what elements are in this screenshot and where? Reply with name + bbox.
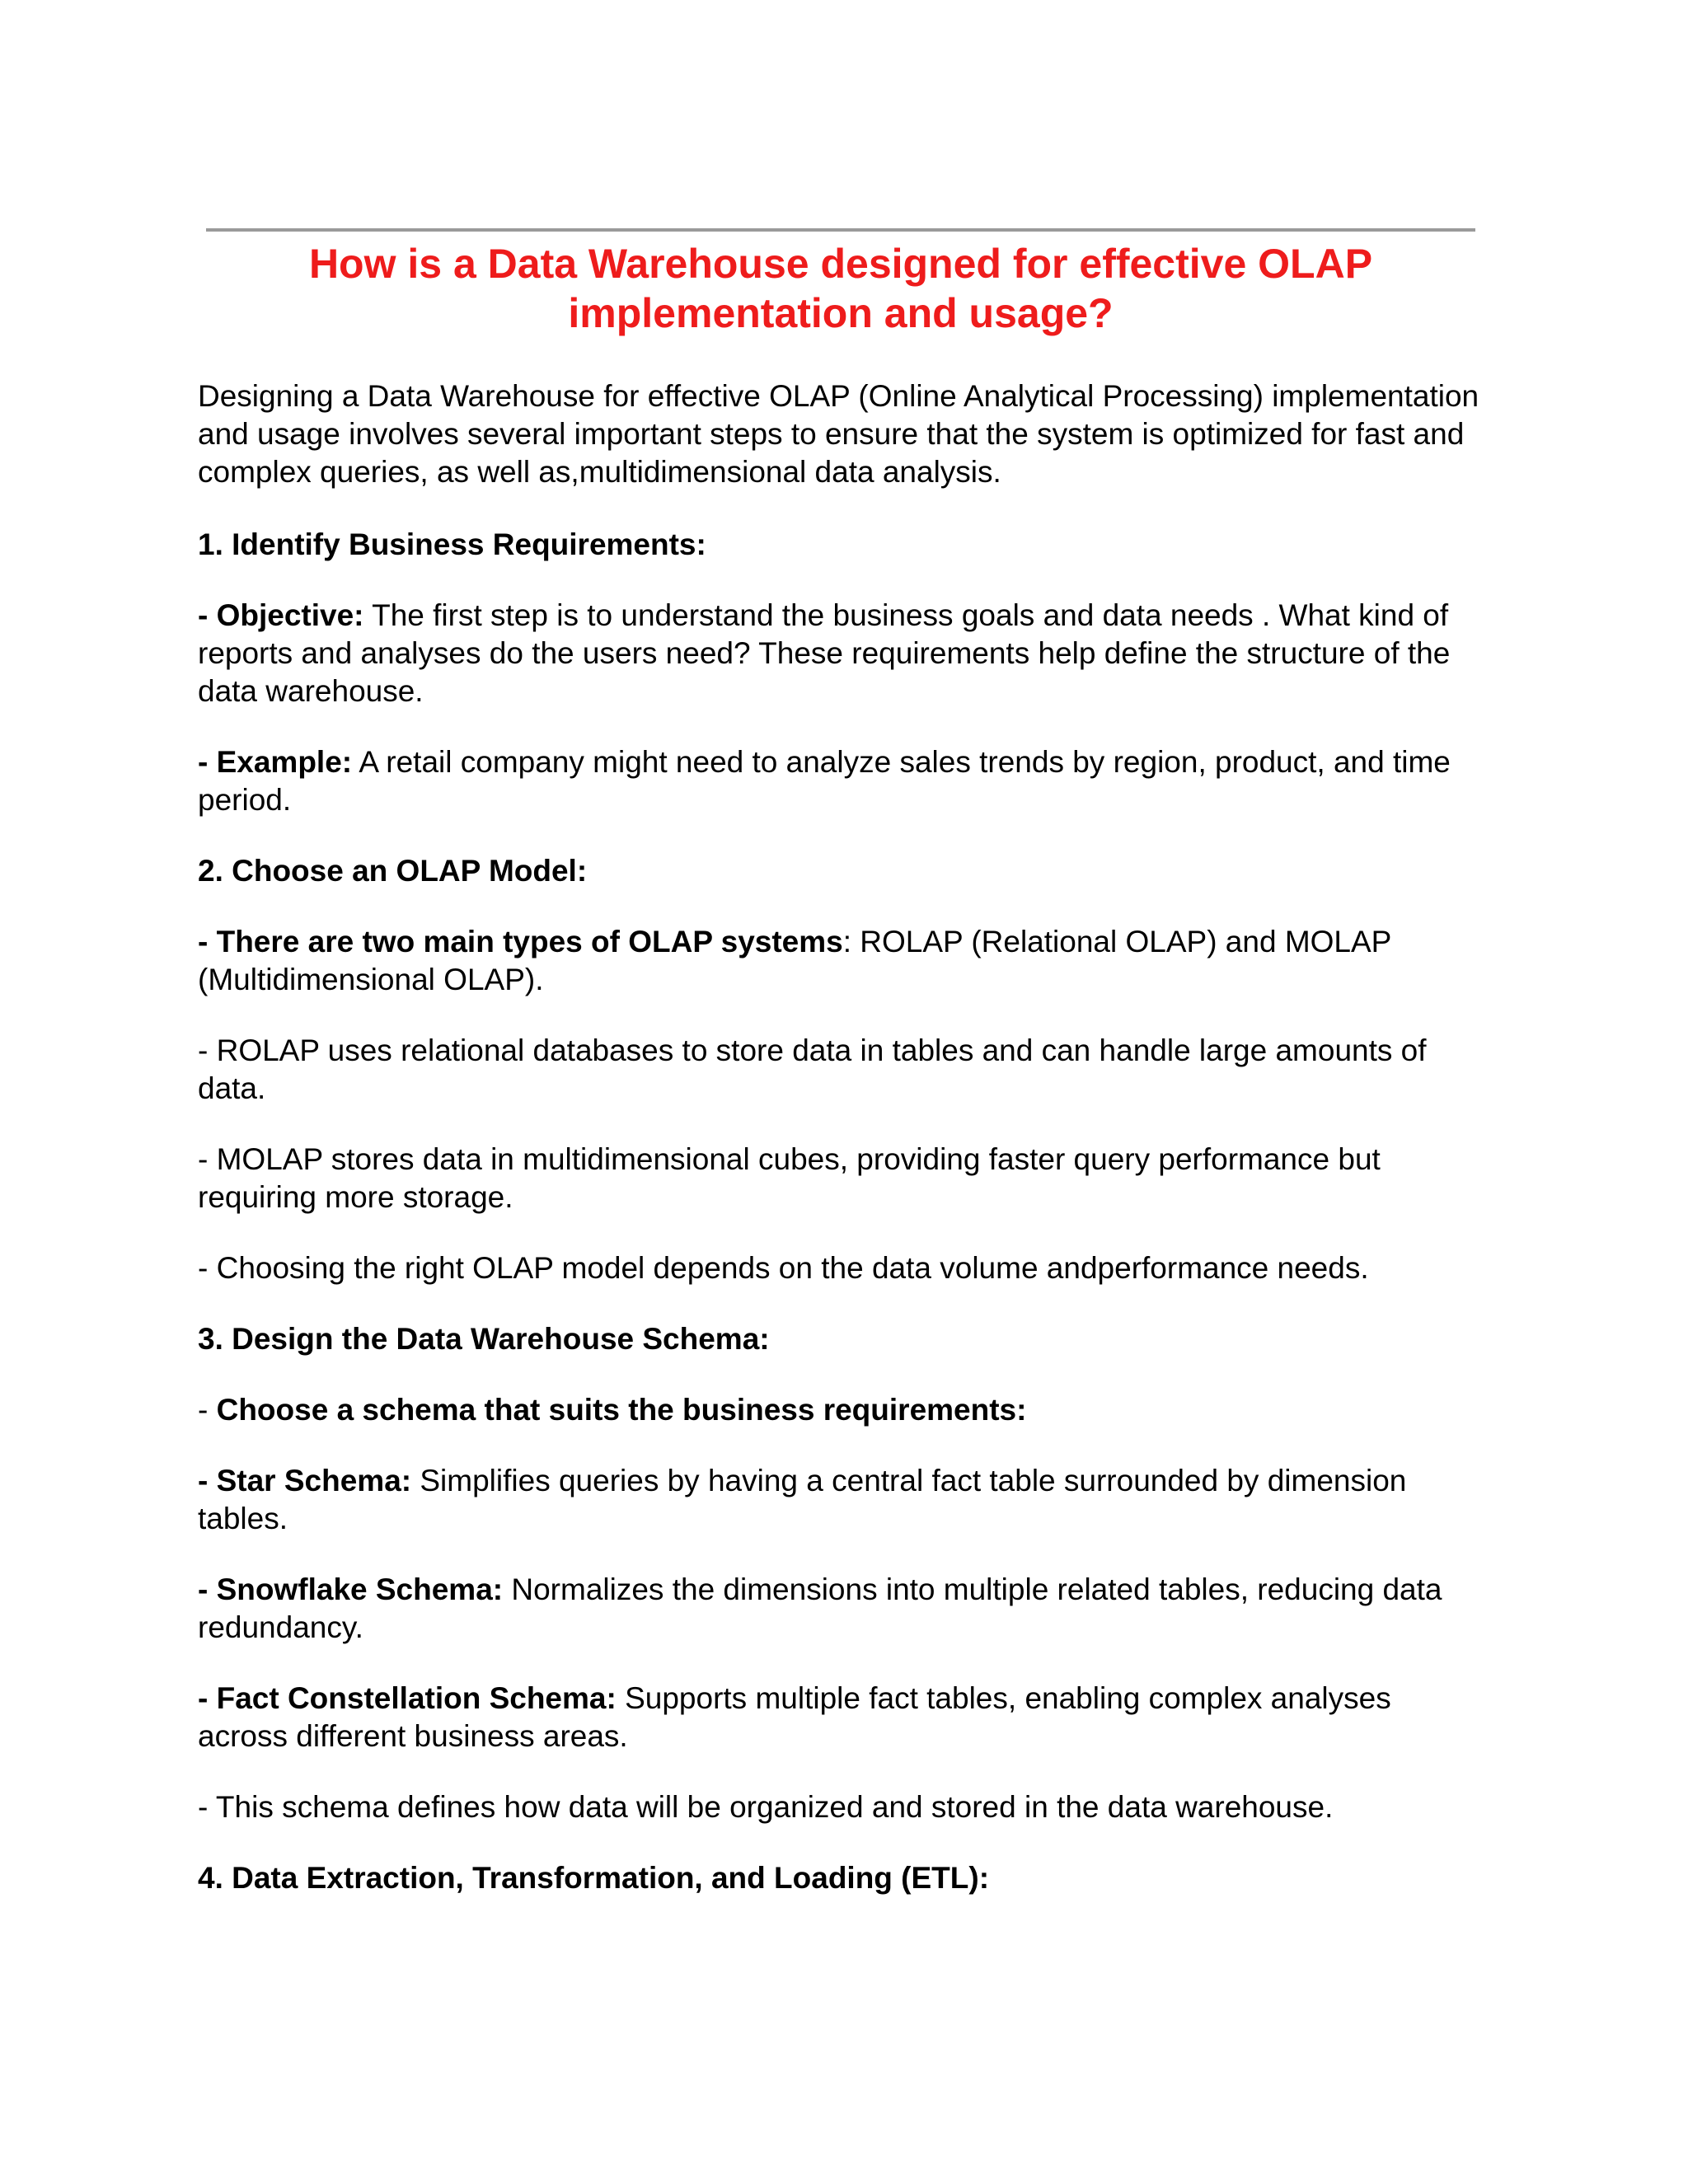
section-3-heading: 3. Design the Data Warehouse Schema: xyxy=(198,1322,770,1356)
choose-schema-prefix: - xyxy=(198,1393,217,1427)
document-body xyxy=(198,377,1484,1930)
star-schema-label: - Star Schema: xyxy=(198,1464,412,1497)
section-2-heading: 2. Choose an OLAP Model: xyxy=(198,854,588,888)
section-4-heading: 4. Data Extraction, Transformation, and Loading (ETL): xyxy=(198,1861,990,1895)
fact-constellation-label: - Fact Constellation Schema: xyxy=(198,1681,617,1715)
snowflake-schema-paragraph xyxy=(198,1571,1484,1647)
fact-constellation-text: Supports multiple fact tables, enabling complex analyses across different business areas. xyxy=(198,1681,1391,1753)
snowflake-schema-label: - Snowflake Schema: xyxy=(198,1572,504,1606)
choose-schema-label: Choose a schema that suits the business requirements: xyxy=(216,1393,1027,1427)
example-paragraph xyxy=(198,743,1484,819)
schema-defines-paragraph: - This schema defines how data will be organized and stored in the data warehouse. xyxy=(198,1790,1334,1824)
objective-text: The first step is to understand the business goals and data needs . What kind of reports and analyses do the users need? These requirements help define the structure of the data warehouse. xyxy=(198,598,1451,708)
olap-types-text: : ROLAP (Relational OLAP) and MOLAP (Multidimensional OLAP). xyxy=(198,925,1391,996)
fact-constellation-paragraph xyxy=(198,1680,1484,1755)
intro-paragraph: Designing a Data Warehouse for effective OLAP (Online Analytical Processing) implementation and usage involves several important steps to ensure that the system is optimized for fast and complex queries, as well as,multidimensional data analysis. xyxy=(198,379,1479,489)
snowflake-schema-text: Normalizes the dimensions into multiple related tables, reducing data redundancy. xyxy=(198,1572,1442,1644)
objective-paragraph xyxy=(198,597,1484,710)
star-schema-paragraph xyxy=(198,1462,1484,1538)
horizontal-rule xyxy=(206,228,1475,232)
rolap-paragraph: - ROLAP uses relational databases to store data in tables and can handle large amounts of data. xyxy=(198,1033,1427,1105)
objective-label: - Objective: xyxy=(198,598,364,632)
choose-schema-paragraph xyxy=(198,1391,1484,1429)
star-schema-text: Simplifies queries by having a central fact table surrounded by dimension tables. xyxy=(198,1464,1407,1535)
olap-types-label: - There are two main types of OLAP systems xyxy=(198,925,843,958)
choosing-model-paragraph: - Choosing the right OLAP model depends on the data volume andperformance needs. xyxy=(198,1251,1369,1285)
olap-types-paragraph xyxy=(198,923,1484,999)
example-text: A retail company might need to analyze sales trends by region, product, and time period. xyxy=(198,745,1451,817)
page-title: How is a Data Warehouse designed for effective OLAP implementation and usage? xyxy=(308,241,1373,336)
example-label: - Example: xyxy=(198,745,353,779)
section-1-heading: 1. Identify Business Requirements: xyxy=(198,527,706,561)
molap-paragraph: - MOLAP stores data in multidimensional cubes, providing faster query performance but requiring more storage. xyxy=(198,1142,1381,1214)
